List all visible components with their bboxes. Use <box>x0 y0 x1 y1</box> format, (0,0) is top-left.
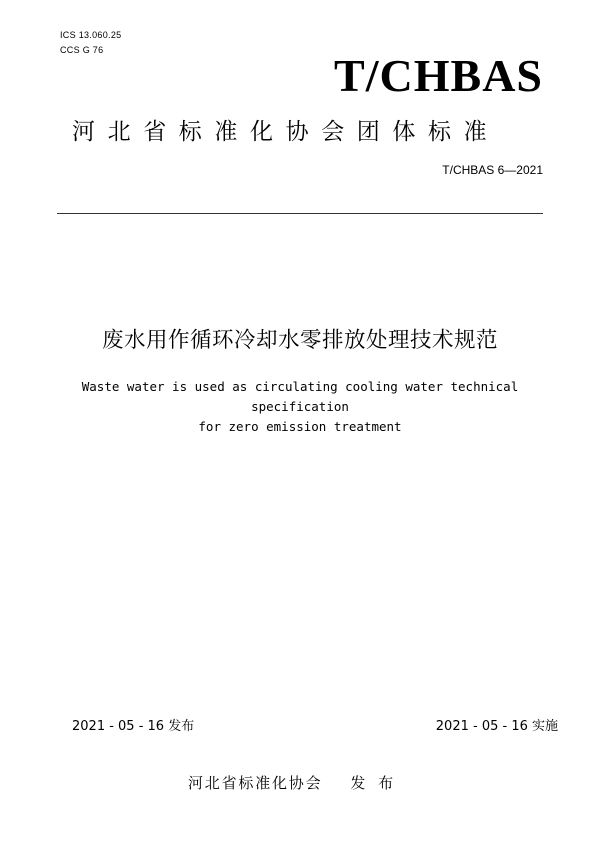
publisher-line <box>188 772 397 794</box>
issue-label: 发 布 <box>350 774 398 792</box>
ics-code: ICS 13.060.25 <box>60 30 122 40</box>
ccs-code: CCS G 76 <box>60 45 104 55</box>
english-title-line-1: Waste water is used as circulating cooling water technical specification <box>81 379 519 414</box>
standard-series-code: T/CHBAS <box>334 50 543 101</box>
publish-date: 2021 - 05 - 16 发布 <box>72 719 195 734</box>
header-divider <box>57 213 543 214</box>
association-standard-title: 河北省标准化协会团体标准 <box>72 119 500 145</box>
publisher-name: 河北省标准化协会 <box>188 774 323 792</box>
document-title-chinese: 废水用作循环冷却水零排放处理技术规范 <box>101 328 498 353</box>
standard-number: T/CHBAS 6—2021 <box>442 163 543 177</box>
document-title-english <box>50 377 550 437</box>
implement-date: 2021 - 05 - 16 实施 <box>435 719 558 734</box>
english-title-line-2: for zero emission treatment <box>198 419 402 434</box>
